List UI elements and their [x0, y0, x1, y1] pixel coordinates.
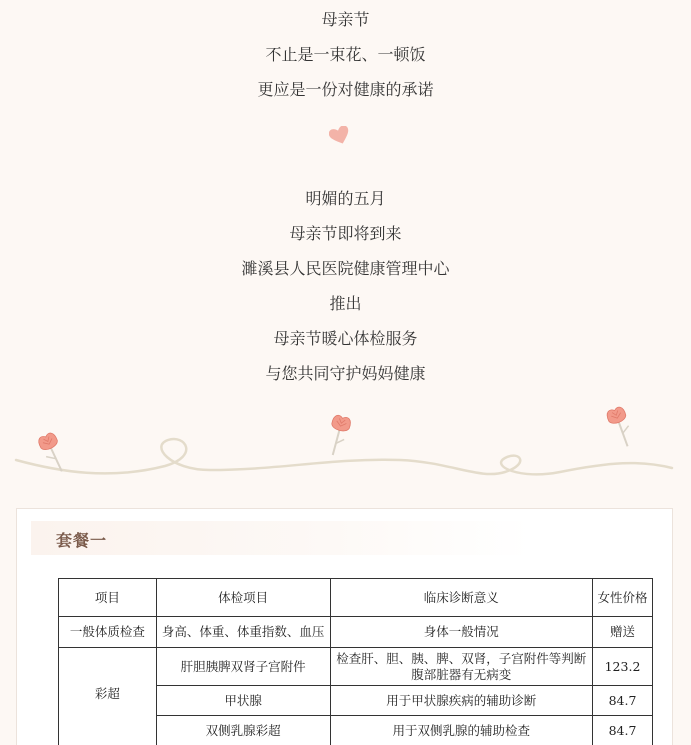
intro-line-2: 不止是一束花、一顿饭 — [265, 45, 426, 64]
cell-item: 甲状腺 — [156, 686, 330, 716]
cell-category: 一般体质检查 — [59, 617, 157, 648]
package-title-band — [31, 521, 531, 555]
cell-item: 肝胆胰脾双肾子宫附件 — [156, 648, 330, 686]
intro-line-7: 推出 — [329, 294, 362, 313]
cell-meaning: 检查肝、胆、胰、脾、双肾，子宫附件等判断腹部脏器有无病变 — [330, 648, 593, 686]
header-category: 项目 — [59, 579, 157, 617]
table-row — [59, 617, 653, 648]
intro-line-6: 濉溪县人民医院健康管理中心 — [241, 259, 450, 278]
package-title: 套餐一 — [56, 531, 108, 550]
package-table — [58, 578, 653, 745]
cell-meaning: 用于甲状腺疾病的辅助诊断 — [330, 686, 593, 716]
table-row — [59, 648, 653, 686]
package-card — [16, 508, 673, 745]
header-price: 女性价格 — [593, 579, 653, 617]
header-item: 体检项目 — [156, 579, 330, 617]
intro-line-1: 母亲节 — [321, 10, 370, 29]
cell-item: 双侧乳腺彩超 — [156, 716, 330, 745]
heart-icon — [329, 126, 351, 146]
ribbon-line — [16, 439, 672, 474]
carnation-flower-icon — [324, 414, 352, 457]
table-header-row — [59, 579, 653, 617]
cell-price: 84.7 — [593, 716, 653, 745]
cell-price: 84.7 — [593, 686, 653, 716]
intro-line-5: 母亲节即将到来 — [289, 224, 402, 243]
intro-line-3: 更应是一份对健康的承诺 — [257, 80, 434, 99]
cell-category: 彩超 — [59, 648, 157, 745]
cell-meaning: 身体一般情况 — [330, 617, 593, 648]
intro-line-9: 与您共同守护妈妈健康 — [265, 364, 426, 383]
intro-line-4: 明媚的五月 — [305, 189, 386, 208]
cell-item: 身高、体重、体重指数、血压 — [156, 617, 330, 648]
intro-line-8: 母亲节暖心体检服务 — [273, 329, 418, 348]
carnation-flower-icon — [605, 406, 636, 450]
cell-price: 赠送 — [593, 617, 653, 648]
header-meaning: 临床诊断意义 — [330, 579, 593, 617]
cell-price: 123.2 — [593, 648, 653, 686]
ribbon-flower-divider — [0, 400, 691, 500]
cell-meaning: 用于双侧乳腺的辅助检查 — [330, 716, 593, 745]
